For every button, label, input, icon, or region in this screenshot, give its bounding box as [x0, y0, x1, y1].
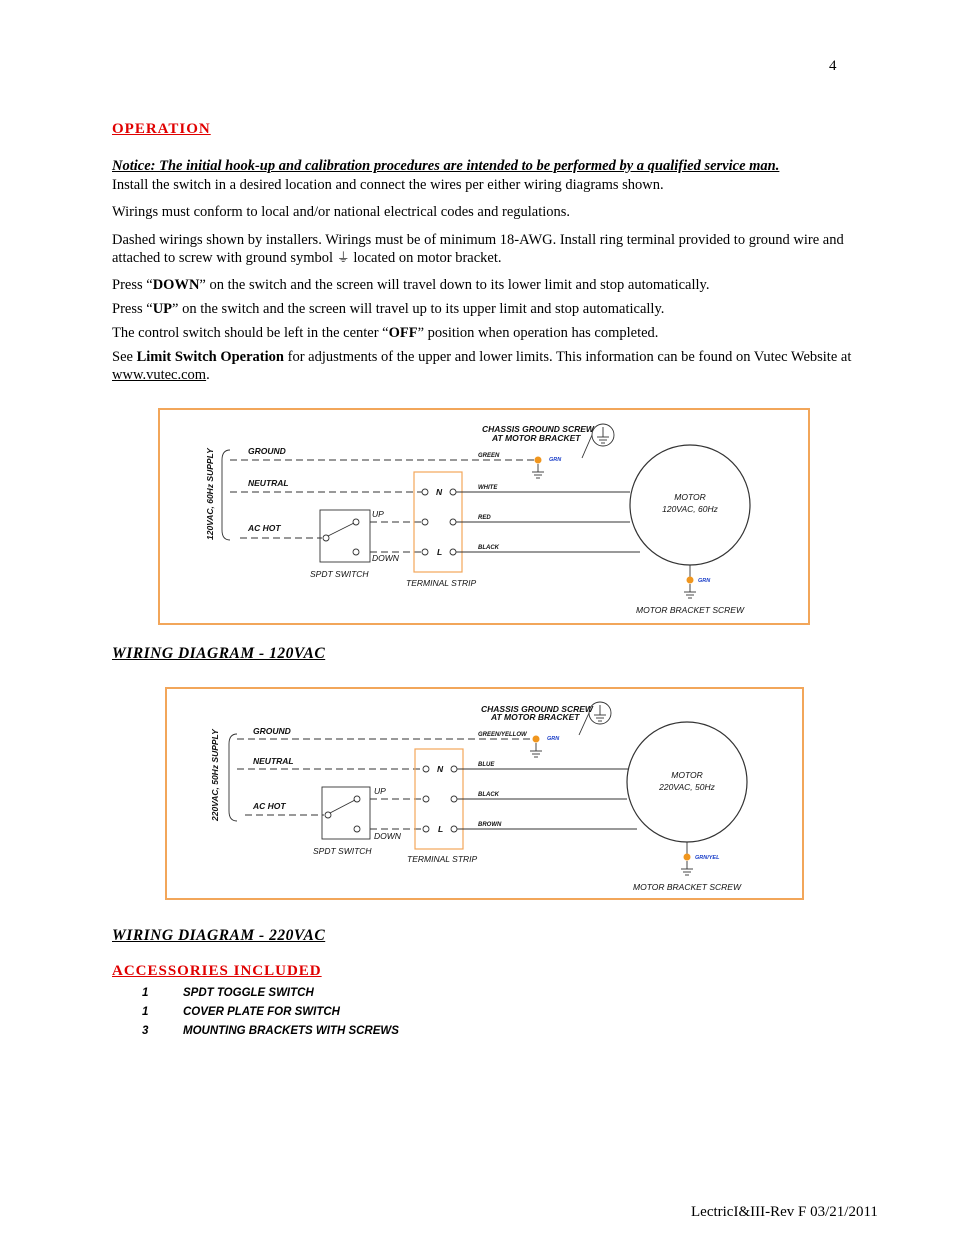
- up-text-a: Press “: [112, 301, 153, 317]
- down-keyword: DOWN: [152, 277, 200, 293]
- up-label-220: UP: [374, 786, 386, 796]
- off-text-a: The control switch should be left in the center “: [112, 325, 389, 341]
- off-text-c: ” position when operation has completed.: [417, 325, 659, 341]
- up-keyword: UP: [152, 301, 173, 317]
- ground-wire-color-220: GREEN/YELLOW: [478, 732, 527, 738]
- wiring-diagram-220-frame: [165, 687, 804, 900]
- accessory-name: COVER PLATE FOR SWITCH: [183, 1006, 340, 1018]
- ac-hot-label: AC HOT: [248, 523, 281, 533]
- ground-dot: [535, 457, 542, 464]
- down-label: DOWN: [372, 553, 399, 563]
- up-label: UP: [372, 509, 384, 519]
- chassis-label-220-2: AT MOTOR BRACKET: [491, 712, 580, 722]
- supply-brace: [222, 450, 230, 540]
- wiring-diagram-220: [167, 689, 802, 898]
- motor-label: MOTOR: [674, 492, 706, 502]
- motor-spec: 120VAC, 60Hz: [662, 504, 718, 514]
- terminal-strip-label: TERMINAL STRIP: [406, 578, 477, 588]
- list-item: [142, 1006, 340, 1018]
- dashed-text-b: located on motor bracket.: [349, 250, 502, 266]
- up-wire-color-220: BLACK: [478, 792, 499, 798]
- list-item: [142, 1025, 399, 1037]
- bracket-ground-dot: [687, 577, 694, 584]
- install-paragraph: Install the switch in a desired location and connect the wires per either wiring diagrams shown.: [112, 177, 664, 193]
- spdt-switch-box-220: [322, 787, 370, 839]
- chassis-label-220-1: CHASSIS GROUND SCREW: [481, 704, 593, 714]
- down-label-220: DOWN: [374, 831, 401, 841]
- see-text-c: for adjustments of the upper and lower limits. This information can be found on Vutec Website at: [283, 349, 852, 365]
- bracket-label: MOTOR BRACKET SCREW: [636, 605, 744, 615]
- ac-hot-label-220: AC HOT: [253, 801, 286, 811]
- bracket-ground-dot-220: [684, 854, 691, 861]
- footer-revision: LectricI&III-Rev F 03/21/2011: [691, 1204, 878, 1220]
- accessory-qty: 3: [142, 1025, 149, 1037]
- up-wire-color: RED: [478, 515, 491, 521]
- down-wire-color: BLACK: [478, 545, 499, 551]
- accessories-heading: ACCESSORIES INCLUDED: [112, 963, 322, 979]
- caption-220: WIRING DIAGRAM - 220VAC: [112, 927, 326, 944]
- notice-text: Notice: The initial hook-up and calibration procedures are intended to be performed by a qualified service man.: [112, 158, 780, 174]
- ground-symbol-icon: ⏚: [336, 250, 350, 265]
- motor-spec-220: 220VAC, 50Hz: [659, 782, 715, 792]
- off-paragraph: [112, 324, 852, 342]
- accessory-qty: 1: [142, 987, 149, 999]
- ground-label-220: GROUND: [253, 726, 291, 736]
- terminal-n-220: N: [437, 764, 444, 774]
- grn-top-label: GRN: [549, 457, 562, 463]
- up-text-c: ” on the switch and the screen will travel up to its upper limit and stop automatically.: [172, 301, 665, 317]
- grn-bottom-label: GRN: [698, 578, 711, 584]
- down-text-a: Press “: [112, 277, 153, 293]
- terminal-l: L: [437, 547, 443, 557]
- supply-brace-220: [229, 734, 237, 821]
- dashed-text-a: Dashed wirings shown by installers. Wirings must be of minimum 18-AWG. Install ring terminal provided to ground wire and attached to screw with ground symbol: [112, 232, 844, 266]
- dashed-wiring-paragraph: [112, 231, 852, 267]
- supply-label: 120VAC, 60Hz SUPPLY: [205, 448, 215, 540]
- spdt-switch-box: [320, 510, 370, 562]
- up-paragraph: [112, 300, 852, 318]
- chassis-label-1: CHASSIS GROUND SCREW: [482, 424, 594, 434]
- chassis-label-2: AT MOTOR BRACKET: [492, 433, 581, 443]
- terminal-n: N: [436, 487, 443, 497]
- spdt-label: SPDT SWITCH: [310, 569, 369, 579]
- wiring-diagram-120: [160, 410, 808, 623]
- see-text-d: .: [206, 367, 210, 383]
- codes-paragraph: Wirings must conform to local and/or national electrical codes and regulations.: [112, 204, 571, 220]
- accessory-qty: 1: [142, 1006, 149, 1018]
- grn-top-label-220: GRN: [547, 736, 560, 742]
- down-paragraph: [112, 276, 852, 294]
- ground-wire-color: GREEN: [478, 453, 500, 459]
- spdt-label-220: SPDT SWITCH: [313, 846, 372, 856]
- off-keyword: OFF: [388, 325, 418, 341]
- vutec-website-link[interactable]: www.vutec.com: [112, 367, 207, 383]
- ground-dot-220: [533, 736, 540, 743]
- accessory-name: MOUNTING BRACKETS WITH SCREWS: [183, 1025, 399, 1037]
- operation-heading: OPERATION: [112, 121, 211, 137]
- neutral-wire-color-220: BLUE: [478, 762, 495, 768]
- limit-switch-keyword: Limit Switch Operation: [136, 349, 284, 365]
- supply-label-220: 220VAC, 50Hz SUPPLY: [210, 729, 220, 821]
- grn-bottom-label-220: GRN/YEL: [695, 855, 720, 861]
- terminal-strip-label-220: TERMINAL STRIP: [407, 854, 478, 864]
- wiring-diagram-120-frame: [158, 408, 810, 625]
- neutral-label-220: NEUTRAL: [253, 756, 294, 766]
- limit-switch-paragraph: [112, 348, 852, 384]
- neutral-wire-color: WHITE: [478, 485, 498, 491]
- list-item: [142, 987, 314, 999]
- page-number: 4: [829, 58, 837, 74]
- down-wire-color-220: BROWN: [478, 822, 502, 828]
- caption-120: WIRING DIAGRAM - 120VAC: [112, 645, 326, 662]
- ground-label: GROUND: [248, 446, 286, 456]
- neutral-label: NEUTRAL: [248, 478, 289, 488]
- see-text-a: See: [112, 349, 137, 365]
- down-text-c: ” on the switch and the screen will travel down to its lower limit and stop automatically.: [199, 277, 710, 293]
- accessory-name: SPDT TOGGLE SWITCH: [183, 987, 314, 999]
- motor-label-220: MOTOR: [671, 770, 703, 780]
- terminal-l-220: L: [438, 824, 444, 834]
- bracket-label-220: MOTOR BRACKET SCREW: [633, 882, 741, 892]
